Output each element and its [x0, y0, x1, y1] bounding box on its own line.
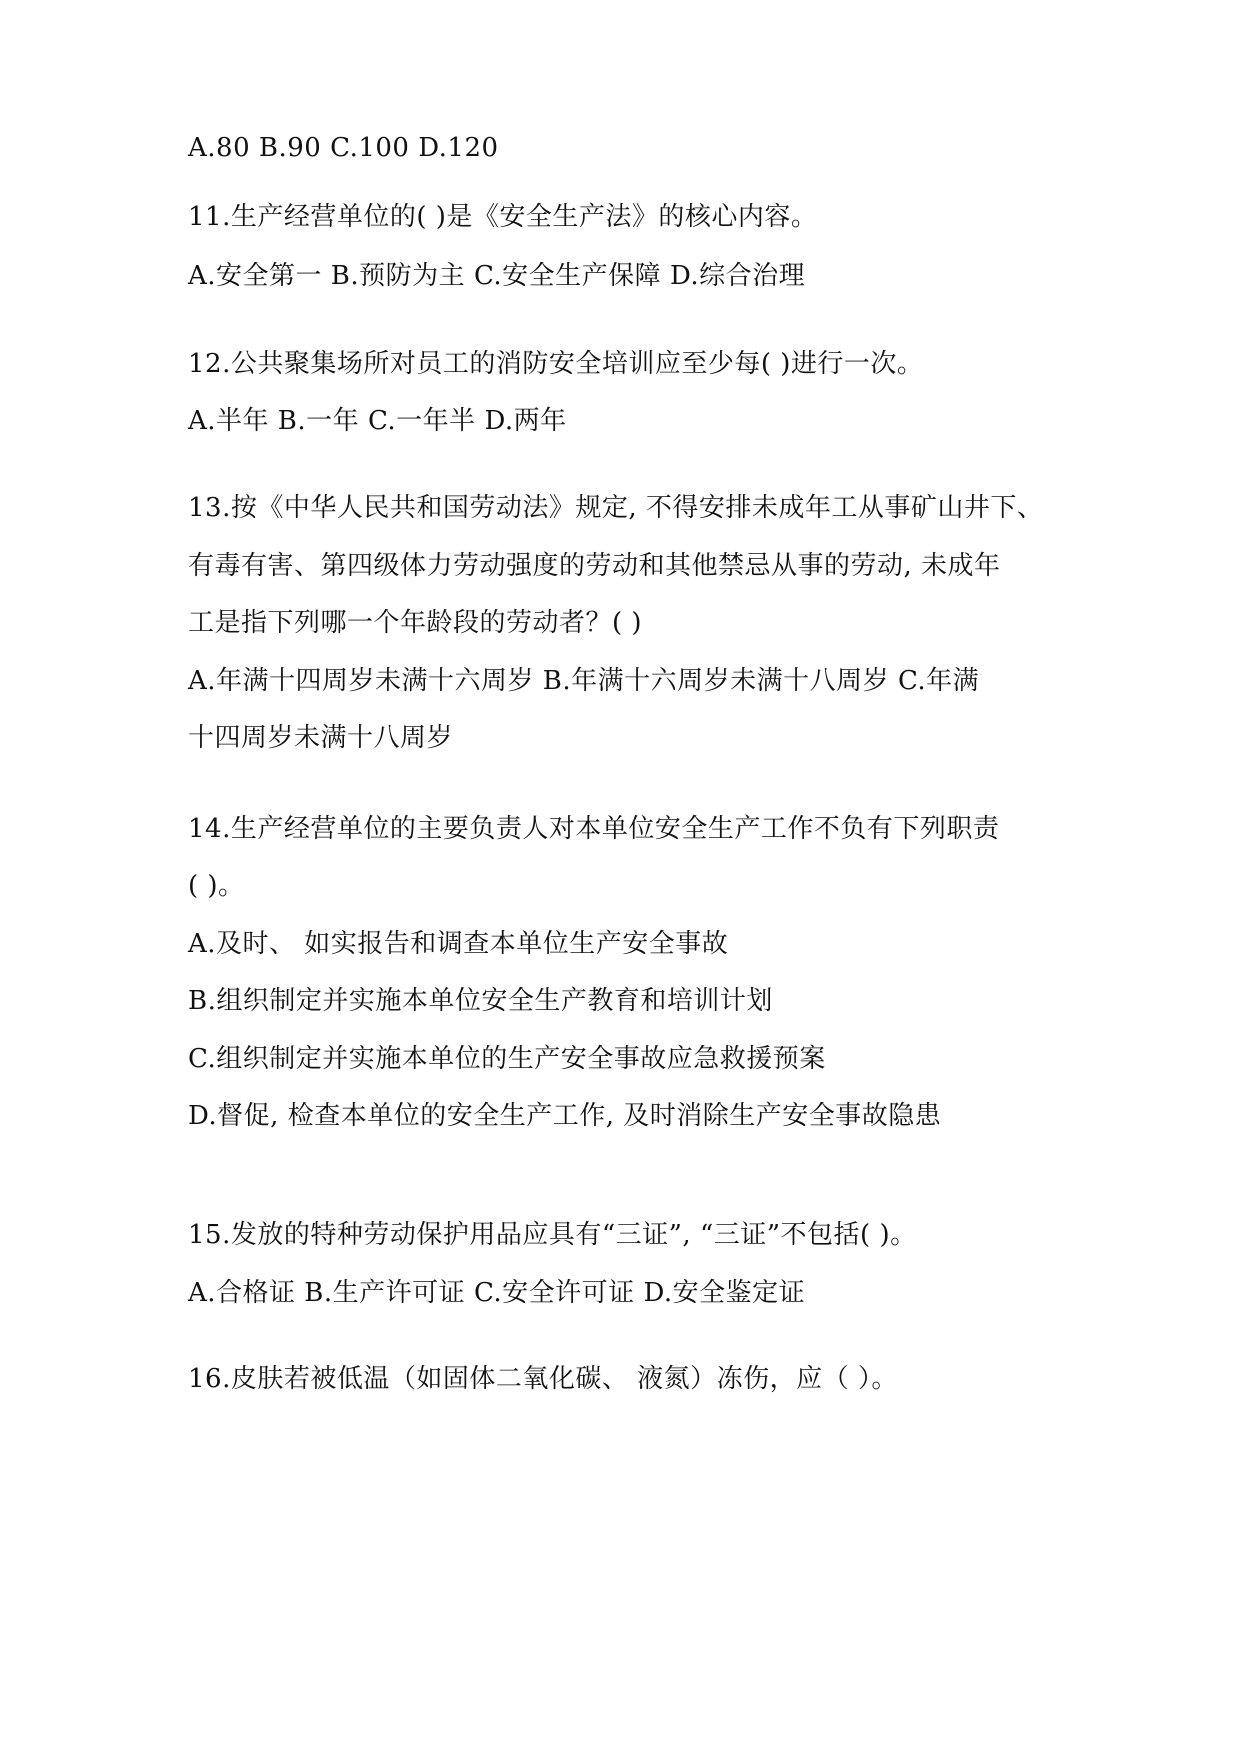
q14-option-c: C.组织制定并实施本单位的生产安全事故应急救援预案 — [188, 1044, 826, 1074]
q14-question-line-1: 14.生产经营单位的主要负责人对本单位安全生产工作不负有下列职责 — [188, 814, 1000, 844]
q11-options: A.安全第一 B.预防为主 C.安全生产保障 D.综合治理 — [188, 261, 806, 291]
q11-question: 11.生产经营单位的( )是《安全生产法》的核心内容。 — [188, 202, 818, 232]
q10-options: A.80 B.90 C.100 D.120 — [188, 133, 499, 163]
q15-options: A.合格证 B.生产许可证 C.安全许可证 D.安全鉴定证 — [188, 1278, 806, 1308]
q14-option-d: D.督促, 检查本单位的安全生产工作, 及时消除生产安全事故隐患 — [188, 1101, 942, 1131]
q13-options-line-1: A.年满十四周岁未满十六周岁 B.年满十六周岁未满十八周岁 C.年满 — [188, 666, 980, 696]
q12-options: A.半年 B.一年 C.一年半 D.两年 — [188, 406, 567, 436]
q14-question-line-2: ( )。 — [188, 871, 245, 901]
q13-question-line-1: 13.按《中华人民共和国劳动法》规定, 不得安排未成年工从事矿山井下、 — [188, 493, 1044, 523]
q12-question: 12.公共聚集场所对员工的消防安全培训应至少每( )进行一次。 — [188, 349, 924, 379]
q13-options-line-2: 十四周岁未满十八周岁 — [188, 723, 454, 753]
q14-option-b: B.组织制定并实施本单位安全生产教育和培训计划 — [188, 986, 773, 1016]
q15-question: 15.发放的特种劳动保护用品应具有“三证”, “三证”不包括( )。 — [188, 1220, 917, 1250]
q14-option-a: A.及时、 如实报告和调查本单位生产安全事故 — [188, 929, 729, 959]
q13-question-line-3: 工是指下列哪一个年龄段的劳动者？( ) — [188, 608, 643, 638]
q16-question: 16.皮肤若被低温（如固体二氧化碳、 液氮）冻伤，应（ ）。 — [188, 1364, 898, 1394]
q13-question-line-2: 有毒有害、第四级体力劳动强度的劳动和其他禁忌从事的劳动, 未成年 — [188, 551, 1001, 581]
